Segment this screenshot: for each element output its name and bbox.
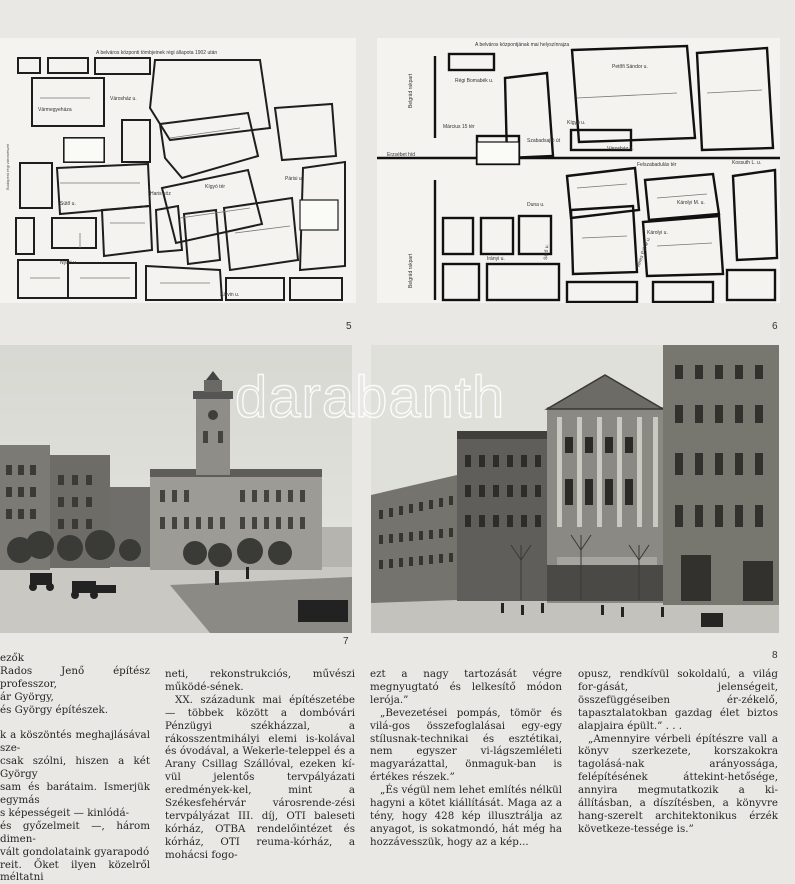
- svg-text:Sütő u.: Sütő u.: [543, 244, 550, 260]
- svg-text:Kígyó tér: Kígyó tér: [205, 184, 225, 190]
- svg-text:Haris köz: Haris köz: [150, 191, 171, 197]
- plate-6-number: 6: [772, 321, 778, 332]
- svg-text:Kálvin u.: Kálvin u.: [220, 292, 239, 298]
- col1-line: vált gondolataink gyarapodó: [0, 846, 150, 859]
- col4-paragraph-2: „Amennyire vérbeli építészre vall a könyv szerkezete, korszakokra tagolásá-nak arányossága, felépítésének áttekint-hetősége, annyira megmutatkozik a ki-állításban, a díszítésben, a könyvre hang-szerelt architektonikus érzék következe-tessége is.”: [578, 733, 778, 836]
- svg-text:Sütő u.: Sütő u.: [60, 201, 76, 207]
- svg-text:Károlyi M. u.: Károlyi M. u.: [677, 200, 705, 206]
- col1-line: reit. Őket ilyen közelről méltatni: [0, 859, 150, 884]
- new-city-map-drawing: [377, 38, 780, 303]
- text-column-3: [370, 668, 562, 849]
- col1-line: csak szólni, hiszen a két György: [0, 755, 150, 781]
- svg-text:Felszabadulás tér: Felszabadulás tér: [637, 162, 677, 168]
- col1-line: sam és barátaim. Ismerjük egymás: [0, 781, 150, 807]
- col1-line: k a köszöntés meghajlásával sze-: [0, 729, 150, 755]
- text-column-1: [0, 652, 150, 884]
- col1-heading: ezők: [0, 652, 150, 665]
- col1-line: ár György,: [0, 691, 150, 704]
- col1-line: Rados Jenő építész professzor,: [0, 665, 150, 691]
- side-caption: Budapest régi városrészei: [5, 144, 10, 190]
- col3-paragraph-1: ezt a nagy tartozását végre megnyugtató és lelkesítő módon lerója.”: [370, 668, 562, 707]
- svg-text:Nyári u.: Nyári u.: [60, 260, 77, 266]
- svg-text:Duna u.: Duna u.: [527, 202, 545, 208]
- text-column-4: [578, 668, 778, 836]
- svg-text:Irányi u.: Irányi u.: [487, 256, 505, 262]
- svg-text:Párisi u.: Párisi u.: [285, 176, 303, 182]
- col1-line: és György építészek.: [0, 704, 150, 717]
- svg-text:Szabadsajtó út: Szabadsajtó út: [527, 138, 561, 144]
- plate-5-number: 5: [346, 321, 352, 332]
- svg-text:Városház u.: Városház u.: [607, 146, 634, 152]
- svg-text:Petőfi Sándor u.: Petőfi Sándor u.: [612, 64, 648, 70]
- svg-text:Kossuth L. u.: Kossuth L. u.: [732, 160, 761, 166]
- col3-paragraph-2: „Bevezetései pompás, tömör és vilá-gos összefoglalásai egy-egy stílusnak-technikai és esztétikai, nem egyszer vi-lágszemléleti magyarázattal, önmaguk-ban is értékes részek.”: [370, 707, 562, 784]
- col2-paragraph-2: XX. századunk mai építészetébe — többek között a dombóvári Pénzügyi székházzal, a rákosszentmihályi elemi is-kolával és óvodával, a Wekerle-teleppel és a Arany Csillag Szállóval, ezeken kí-vül jelentős tervpályázati eredmények-kel, mint a Székesfehérvár városrende-zési tervpályázat III. díj, OTI baleseti kórház, OTBA rendelőintézet és kórház, OTI reuma-kórház, a mohácsi fogo-: [165, 694, 355, 862]
- col1-line: s képességeit — kinlódá-: [0, 807, 150, 820]
- plate-6-new-city-map: [377, 38, 780, 303]
- plate-6-caption: A belváros központjának mai helyszínrajza: [475, 42, 569, 48]
- svg-text:Veres Pálné u.: Veres Pálné u.: [635, 236, 652, 269]
- plate-5-caption: A belváros központi tömbjeinek régi állapota 1902 után: [96, 50, 217, 56]
- col1-lines: [0, 665, 150, 884]
- col1-line: és győzelmeit —, három dimen-: [0, 820, 150, 846]
- svg-text:Régi Bomabék u.: Régi Bomabék u.: [455, 78, 493, 84]
- plate-7-number: 7: [343, 636, 349, 647]
- watermark-text: darabanth: [235, 364, 505, 431]
- text-column-2: [165, 668, 355, 862]
- svg-text:Belgrád rakpart: Belgrád rakpart: [408, 253, 414, 288]
- svg-text:Erzsébet híd: Erzsébet híd: [387, 152, 415, 158]
- svg-text:Károlyi u.: Károlyi u.: [647, 230, 668, 236]
- svg-text:Belgrád rakpart: Belgrád rakpart: [408, 73, 414, 108]
- plate-5-old-city-map: [0, 38, 356, 303]
- col3-paragraph-3: „És végül nem lehet említés nélkül hagyni a kötet kiállítását. Maga az a tény, hogy 428 kép illusztrálja az anyagot, is sokatmondó, hát még ha hozzávesszük, hogy az a kép...: [370, 784, 562, 849]
- col1-line: [0, 717, 150, 730]
- old-city-map-drawing: [0, 38, 356, 303]
- col2-paragraph-1: neti, rekonstrukciós, művészi működé-sének.: [165, 668, 355, 694]
- svg-text:Vármegyeháza: Vármegyeháza: [38, 107, 72, 113]
- svg-text:Március 15 tér: Március 15 tér: [443, 124, 475, 130]
- plate-8-number: 8: [772, 650, 778, 661]
- svg-text:Városház u.: Városház u.: [110, 96, 137, 102]
- svg-text:Kígyó u.: Kígyó u.: [567, 120, 585, 126]
- col4-paragraph-1: opusz, rendkívül sokoldalú, a világ for-gását, jelenségeit, összefüggéseiben ér-zékelő, tapasztalatokban gazdag élet biztos alapjaira épült.” . . .: [578, 668, 778, 733]
